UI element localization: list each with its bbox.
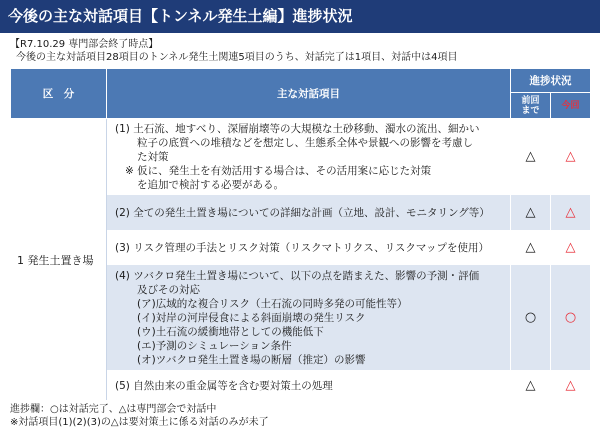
legend-note [10,403,269,429]
category-cell: 1 発生土置き場 [11,119,107,401]
status-prev-4: ○ [511,265,551,371]
status-current-2: △ [551,195,591,231]
legend-line-1: 進捗欄：○は対話完了、△は専門部会で対話中 [10,404,217,415]
header-progress: 進捗状況 [511,69,591,93]
status-prev-3: △ [511,231,551,265]
item-row-1: (1) 土石流、地すべり、深層崩壊等の大規模な土砂移動、濁水の流出、細かい 粒子の底質への堆積などを想定し、生態系全体や景観への影響を考慮し た対策 ※ 仮に、発生土を有効活用する場合は、その活用案に応じた対策 を追加で検討する必要がある。 [107,119,511,195]
legend-line-2: ※対話項目(1)(2)(3)の△は要対策土に係る対話のみが未了 [10,417,269,428]
item-row-4: (4) ツバクロ発生土置き場について、以下の点を踏まえた、影響の予測・評価 及びその対応 (ア)広域的な複合リスク（土石流の同時多発の可能性等） (イ)対岸の河岸侵食による斜面崩壊の発生リスク (ウ)土石流の緩衝地帯としての機能低下 (エ)予測のシミュレーション条件 (オ)ツバクロ発生土置き場の断層（推定）の影響 [107,265,511,371]
date-line: 【R7.10.29 専門部会終了時点】 [10,39,159,50]
status-header [10,38,458,64]
page-title: 今後の主な対話項目【トンネル発生土編】進捗状況 [0,0,600,33]
item-row-3: (3) リスク管理の手法とリスク対策（リスクマトリクス、リスクマップを使用） [107,231,511,265]
progress-table [10,68,591,401]
status-current-4: ○ [551,265,591,371]
summary-line: 今後の主な対話項目28項目のトンネル発生土関連5項目のうち、対話完了は1項目、対話中は4項目 [16,52,458,63]
item-row-2: (2) 全ての発生土置き場についての詳細な計画（立地、設計、モニタリング等） [107,195,511,231]
item-row-5: (5) 自然由来の重金属等を含む要対策土の処理 [107,371,511,401]
header-prev: 前回まで [511,93,551,119]
status-prev-1: △ [511,119,551,195]
header-current: 今回 [551,93,591,119]
header-category: 区 分 [11,69,107,119]
header-items: 主な対話項目 [107,69,511,119]
status-current-5: △ [551,371,591,401]
status-current-1: △ [551,119,591,195]
status-current-3: △ [551,231,591,265]
status-prev-5: △ [511,371,551,401]
status-prev-2: △ [511,195,551,231]
